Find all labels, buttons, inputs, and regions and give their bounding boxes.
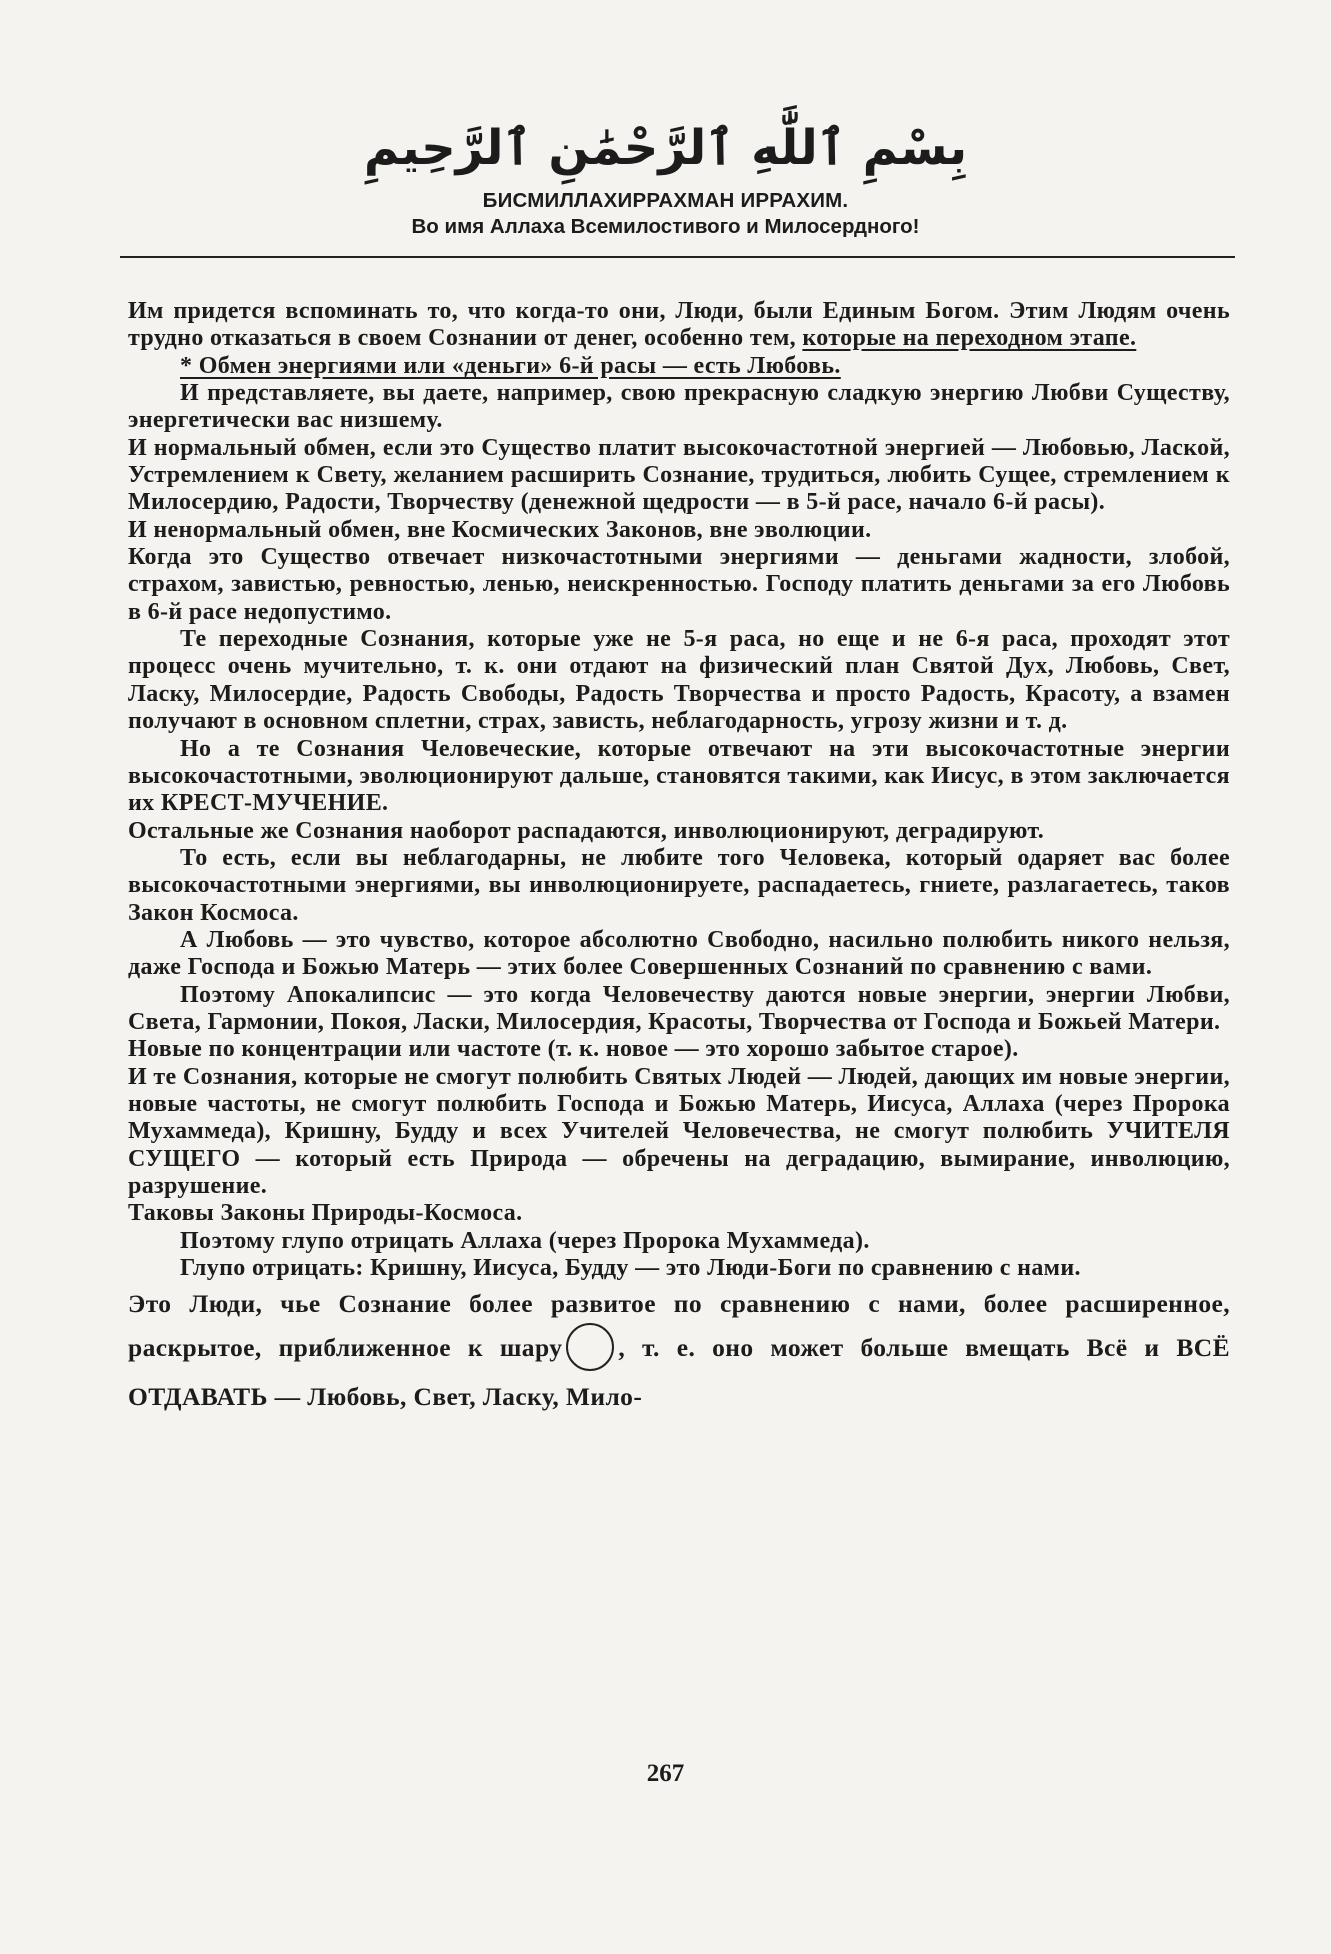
paragraph: Когда это Существо отвечает низкочастотными энергиями — деньгами жадности, злобой, страхом, завистью, ревностью, ленью, неискренностью. Господу платить деньгами за его Любовь в 6-й расе недопустимо. xyxy=(128,544,1230,625)
basmala-title: БИСМИЛЛАХИРРАХМАН ИРРАХИМ. xyxy=(482,189,849,212)
basmala-calligraphy: بِسْمِ ٱللَّٰهِ ٱلرَّحْمَٰنِ ٱلرَّحِيمِ xyxy=(363,120,968,176)
paragraph xyxy=(128,1282,1230,1418)
page-header xyxy=(0,118,1331,240)
paragraph: И представляете, вы даете, например, свою прекрасную сладкую энергию Любви Существу, энергетически вас низшему. xyxy=(128,380,1230,434)
underlined-text: которые на переходном этапе. xyxy=(802,325,1137,352)
paragraph: А Любовь — это чувство, которое абсолютно Свободно, насильно полюбить никого нельзя, даже Господа и Божью Матерь — этих более Совершенных Сознаний по сравнению с вами. xyxy=(128,926,1230,981)
paragraph: Таковы Законы Природы-Космоса. xyxy=(128,1200,523,1227)
text-run: Это Люди, чье Сознание более развитое по сравнению с нами, более расширенное, раскрытое, приближенное к шару xyxy=(128,1289,1230,1363)
paragraph: Новые по концентрации или частоте (т. к. новое — это хорошо забытое старое). xyxy=(128,1036,1019,1063)
paragraph: То есть, если вы неблагодарны, не любите того Человека, который одаряет вас более высокочастотными энергиями, вы инволюционируете, распадаетесь, гниете, разлагаетесь, таков Закон Космоса. xyxy=(128,844,1230,926)
paragraph: И те Сознания, которые не смогут полюбить Святых Людей — Людей, дающих им новые энергии, новые частоты, не смогут полюбить Господа и Божью Матерь, Иисуса, Аллаха (через Пророка Мухаммеда), Кришну, Будду и всех Учителей Человечества, не смогут полюбить УЧИТЕЛЯ СУЩЕГО — который есть Природа — обречены на деградацию, вымирание, инволюцию, разрушение. xyxy=(128,1063,1230,1199)
paragraph: И нормальный обмен, если это Существо платит высокочастотной энергией — Любовью, Лаской, Устремлением к Свету, желанием расширить Сознание, трудиться, любить Сущее, стремлением к Милосердию, Радости, Творчеству (денежной щедрости — в 5-й расе, начало 6-й расы). xyxy=(128,434,1230,516)
text-run: , т. е. оно может больше вмещать Всё и ВСЁ ОТДАВАТЬ — Любовь, Свет, Ласку, Мило- xyxy=(128,1333,1230,1411)
paragraph xyxy=(128,353,1230,380)
page-number: 267 xyxy=(646,1760,685,1787)
paragraph: Остальные же Сознания наоборот распадаются, инволюционируют, деградируют. xyxy=(128,817,1045,844)
body-text xyxy=(128,298,1230,1419)
text-run: Им придется вспоминать то, что когда-то они, Люди, были Единым Богом. Этим Людям очень трудно отказаться в своем Сознании от денег, особенно тем, xyxy=(128,298,1230,352)
paragraph xyxy=(128,298,1230,353)
paragraph: Поэтому Апокалипсис — это когда Человечеству даются новые энергии, энергии Любви, Света, Гармонии, Покоя, Ласки, Милосердия, Красоты, Творчества от Господа и Божьей Матери. xyxy=(128,981,1230,1035)
paragraph: Поэтому глупо отрицать Аллаха (через Пророка Мухаммеда). xyxy=(180,1227,870,1254)
paragraph: Но а те Сознания Человеческие, которые отвечают на эти высокочастотные энергии высокочастотными, эволюционируют дальше, становятся такими, как Иисус, в этом заключается их КРЕСТ-МУЧЕНИЕ. xyxy=(128,735,1230,817)
basmala-subtitle: Во имя Аллаха Всемилостивого и Милосердного! xyxy=(411,215,920,238)
underlined-text: * Обмен энергиями или «деньги» 6-й расы — есть Любовь. xyxy=(180,352,841,379)
circle-symbol-icon xyxy=(566,1323,614,1371)
paragraph: Глупо отрицать: Кришну, Иисуса, Будду — это Люди-Боги по сравнению с нами. xyxy=(180,1255,1081,1282)
paragraph: И ненормальный обмен, вне Космических Законов, вне эволюции. xyxy=(128,516,872,543)
header-divider xyxy=(120,256,1235,258)
paragraph: Те переходные Сознания, которые уже не 5-я раса, но еще и не 6-я раса, проходят этот процесс очень мучительно, т. к. они отдают на физический план Святой Дух, Любовь, Свет, Ласку, Милосердие, Радость Свободы, Радость Творчества и просто Радость, Красоту, а взамен получают в основном сплетни, страх, зависть, неблагодарность, угрозу жизни и т. д. xyxy=(128,626,1230,735)
